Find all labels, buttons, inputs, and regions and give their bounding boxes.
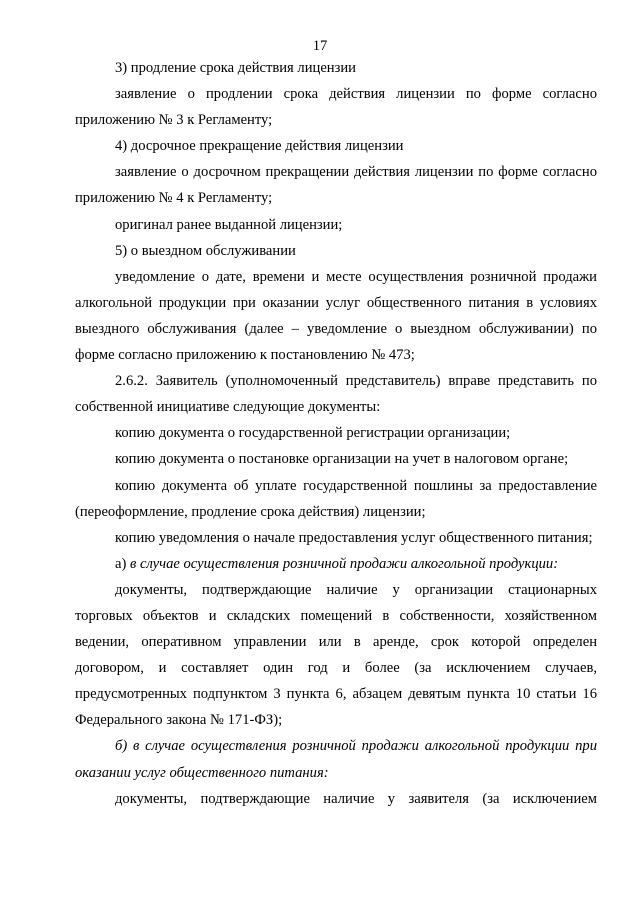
paragraph: оригинал ранее выданной лицензии; (115, 216, 343, 233)
paragraph: заявление о досрочном прекращении действия лицензии по форме согласно приложению № 4 к Регламенту; (75, 164, 597, 207)
paragraph-subpoint-b: б) в случае осуществления розничной продажи алкогольной продукции при оказании услуг общественного питания: (75, 738, 597, 781)
paragraph: уведомление о дате, времени и месте осуществления розничной продажи алкогольной продукции при оказании услуг общественного питания в условиях выездного обслуживания (далее – уведомление о выездном обслуживании) по форме согласно приложению к постановлению № 473; (75, 268, 597, 364)
paragraph-subpoint-a (75, 551, 597, 577)
page-number: 17 (312, 38, 328, 54)
paragraph: документы, подтверждающие наличие у организации стационарных торговых объектов и складских помещений в собственности, хозяйственном ведении, оперативном управлении или в аренде, срок которой определен договором, и составляет один год и более (за исключением случаев, предусмотренных подпунктом 3 пункта 6, абзацем девятым пункта 10 статьи 16 Федерального закона № 171-ФЗ); (75, 581, 597, 729)
subpoint-a-prefix: а) (115, 555, 130, 572)
paragraph: документы, подтверждающие наличие у заявителя (за исключением (115, 790, 597, 807)
paragraph: 5) о выездном обслуживании (115, 242, 296, 259)
paragraph: копию документа о государственной регистрации организации; (115, 425, 511, 442)
subpoint-a-text: в случае осуществления розничной продажи алкогольной продукции: (130, 555, 559, 572)
paragraph: заявление о продлении срока действия лицензии по форме согласно приложению № 3 к Регламенту; (75, 86, 597, 129)
paragraph: 4) досрочное прекращение действия лицензии (115, 138, 404, 155)
paragraph: копию документа о постановке организации на учет в налоговом органе; (115, 451, 569, 468)
paragraph: копию уведомления о начале предоставления услуг общественного питания; (115, 529, 593, 546)
paragraph: 2.6.2. Заявитель (уполномоченный представитель) вправе представить по собственной инициативе следующие документы: (75, 373, 597, 416)
paragraph: копию документа об уплате государственной пошлины за предоставление (переоформление, продление срока действия) лицензии; (75, 477, 597, 520)
document-body (75, 55, 597, 812)
paragraph: 3) продление срока действия лицензии (115, 60, 356, 76)
